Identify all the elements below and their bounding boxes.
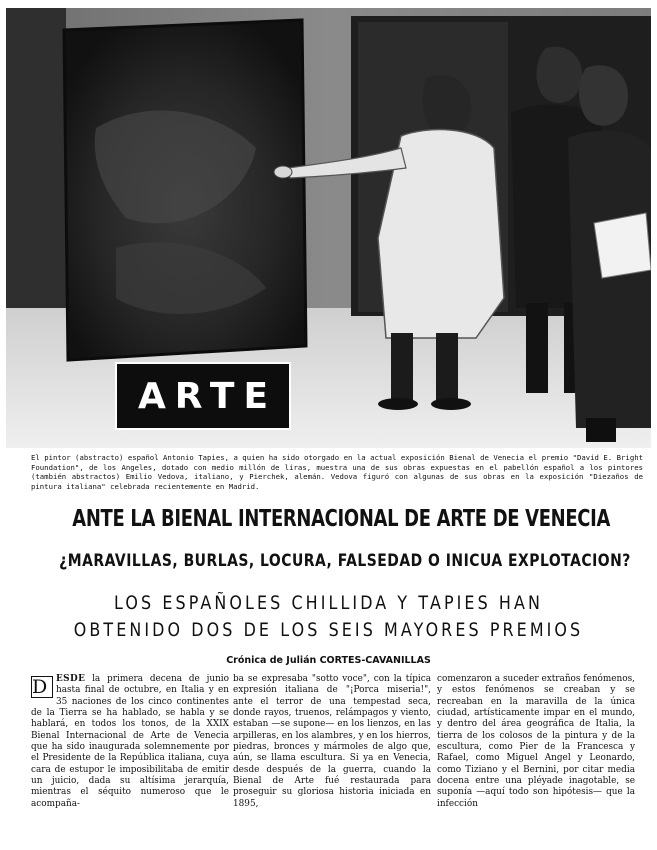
article-column-3: comenzaron a suceder extraños fenómenos, y estos fenómenos se creaban y se recreaban en la maravilla de la única ciudad, artísticamente impar en el mundo, y dentro del área geográfica de Italia, la tierra de los colosos de la pintura y de la escultura, como Pier de la Francesca y Rafael, como Miguel Angel y Leonardo, como Tiziano y el Bernini, por citar media docena entre una pléyade inagotable, se suponía —aquí todo son hipótesis— que la infección	[437, 674, 635, 809]
headline-line-4: OBTENIDO DOS DE LOS SEIS MAYORES PREMIOS	[73, 620, 584, 641]
gallery-photo	[6, 8, 651, 448]
drop-cap: D	[31, 676, 53, 698]
section-label: ARTE	[137, 375, 278, 417]
headline-line-3: LOS ESPAÑOLES CHILLIDA Y TAPIES HAN	[114, 593, 543, 614]
article-column-2: ba se expresaba "sotto voce", con la típica expresión italiana de "¡Porca miseria!", ante el terror de una tempestad seca, donde rayos, truenos, relámpagos y viento, estaban —se supone— en los lienzos, en las arpilleras, en los alambres, y en los hierros, piedras, bronces y mármoles de algo que, aún, se llama escultura. Si ya en Venecia, desde después de la guerra, cuando la Bienal de Arte fué restaurada para proseguir su gloriosa historia iniciada en 1895,	[233, 674, 431, 809]
section-label-badge	[115, 362, 291, 430]
lead-caps: ESDE	[56, 674, 86, 684]
photo-caption: El pintor (abstracto) español Antonio Tapies, a quien ha sido otorgado en la actual exposición Bienal de Venecia el premio "David E. Bright Foundation", de los Angeles, dotado con medio millón de liras, muestra una de sus obras expuestas en el pabellón español a los pintores (también abstractos) Emilio Vedova, italiano, y Pierchek, alemán. Vedova figuró con algunas de sus obras en la exposición "Diezaños de pintura italiana" celebrada recientemente en Madrid.	[31, 453, 643, 491]
headline-sub: ¿MARAVILLAS, BURLAS, LOCURA, FALSEDAD O INICUA EXPLOTACION?	[59, 551, 631, 571]
article-column-1	[31, 674, 229, 810]
headline-main: ANTE LA BIENAL INTERNACIONAL DE ARTE DE VENECIA	[72, 506, 611, 532]
column-1-text: la primera decena de junio hasta final de octubre, en Italia y en 35 naciones de los cinco continentes de la Tierra se ha hablado, se habla y se hablará, en todos los tonos, de la XXIX Bienal Internacional de Arte de Venecia que ha sido inaugurada solemnemente por el Presidente de la República italiana, cuya cara de estupor le imposibilitaba de emitir un juicio, dada su altísima jerarquía, mientras el séquito numeroso que le acompaña-	[31, 674, 229, 809]
byline: Crónica de Julián CORTES-CAVANILLAS	[226, 655, 431, 666]
gallery-photo-icon	[6, 8, 651, 448]
